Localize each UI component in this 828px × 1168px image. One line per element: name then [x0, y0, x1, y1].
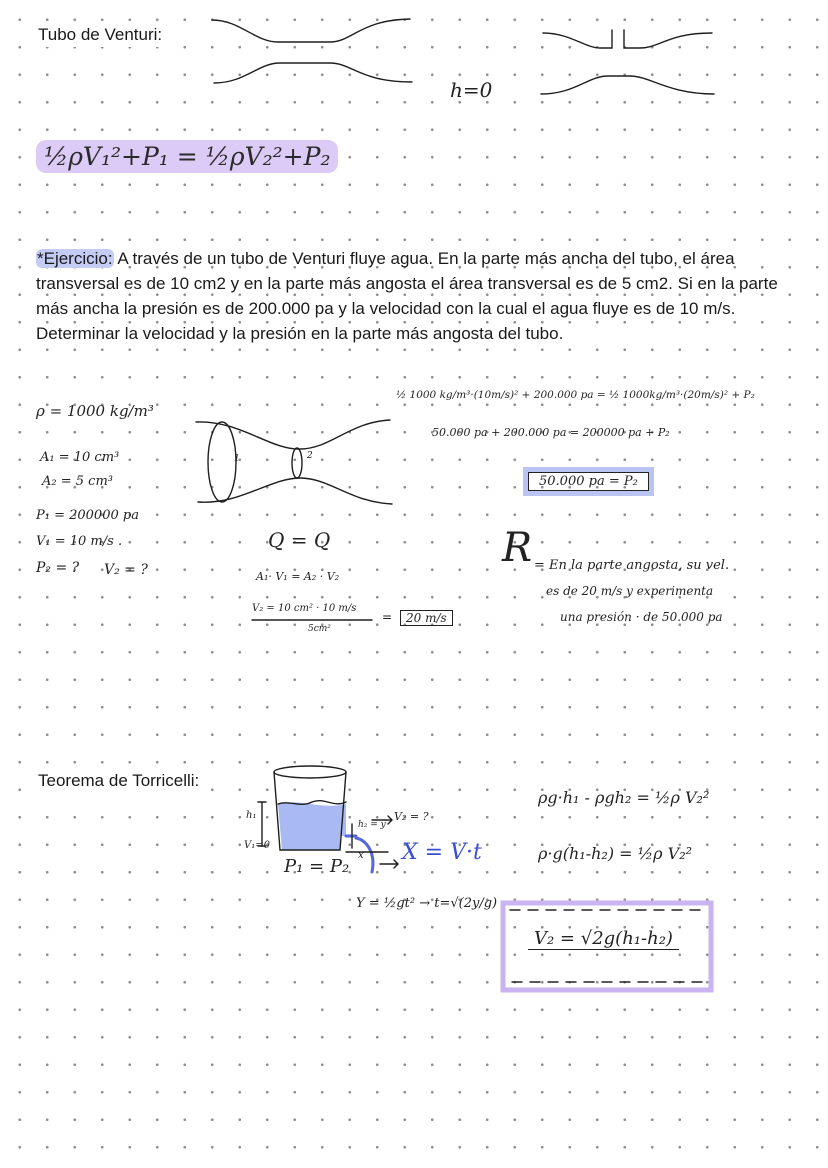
answer-line-3: una presión · de 50.000 pa — [560, 610, 723, 624]
v2-result: 20 m/s — [400, 610, 453, 626]
given-p2: P₂ = ? — [36, 560, 80, 576]
given-p1: P₁ = 200000 pa — [36, 508, 139, 523]
given-a1: A₁ = 10 cm³ — [40, 450, 120, 465]
horizontal-motion-eq: X = V·t — [402, 840, 482, 865]
answer-line-2: es de 20 m/s y experimenta — [546, 584, 714, 598]
torricelli-heading: Teorema de Torricelli: — [36, 770, 201, 793]
x-distance-label: x — [358, 850, 364, 861]
given-a2: A₂ = 5 cm³ — [42, 474, 113, 489]
answer-line-1: = En la parte angosta, su vel. — [534, 558, 730, 573]
venturi-heading: Tubo de Venturi: — [36, 24, 164, 47]
bernoulli-substitution: ½ 1000 kg/m³·(10m/s)² + 200.000 pa = ½ 1000kg/m³·(20m/s)² + P₂ — [396, 389, 755, 401]
v1-label: V₁=0 — [244, 840, 270, 851]
tube-section-1-label: 1 — [234, 454, 240, 464]
pressure-simplification: 50.000 pa + 200.000 pa = 200000 pa + P₂ — [432, 426, 670, 439]
v2-denominator: 5cm² — [308, 624, 331, 634]
flow-equality: Q = Q — [268, 528, 331, 552]
continuity-equation: A₁· V₁ = A₂ · V₂ — [256, 570, 340, 583]
h2-label: h₂ = y — [358, 820, 386, 830]
tube-section-2-label: 2 — [307, 451, 313, 461]
exercise-prefix: *Ejercicio: — [37, 249, 113, 268]
venturi-height-label: h=0 — [450, 78, 493, 102]
bernoulli-equation: ½ρV₁²+P₁ = ½ρV₂²+P₂ — [36, 140, 338, 173]
h1-label: h₁ — [246, 810, 257, 821]
exercise-text: A través de un tubo de Venturi fluye agua. En la parte más ancha del tubo, el área transversal es de 10 cm2 y en la parte más angosta el área transversal es de 5 cm2. Si en la parte más ancha la presión es de 200.000 pa y la velocidad con la cual el agua fluye es de 10 m/s. Determinar la velocidad y la presión en la parte más angosta del tubo. — [36, 249, 778, 343]
given-rho: ρ = 1000 kg/m³ — [36, 402, 154, 420]
v2-numerator: V₂ = 10 cm² · 10 m/s — [252, 603, 357, 614]
v2-question: V₂ = ? — [394, 810, 429, 823]
vertical-motion-eq: Y = ½gt² → t=√(2y/g) — [356, 896, 498, 911]
torricelli-result: V₂ = √2g(h₁-h₂) — [528, 928, 679, 950]
pressure-equality: P₁ = P₂ — [284, 856, 350, 877]
given-v1: V₁ = 10 m/s . — [36, 534, 123, 549]
answer-r: R — [502, 525, 533, 571]
given-v2: V₂ = ? — [104, 562, 148, 578]
p2-result: 50.000 pa = P₂ — [528, 472, 649, 491]
torricelli-eq-2: ρ·g(h₁-h₂) = ½ρ V₂² — [538, 844, 693, 863]
torricelli-eq-1: ρg·h₁ - ρgh₂ = ½ρ V₂² — [538, 788, 710, 807]
